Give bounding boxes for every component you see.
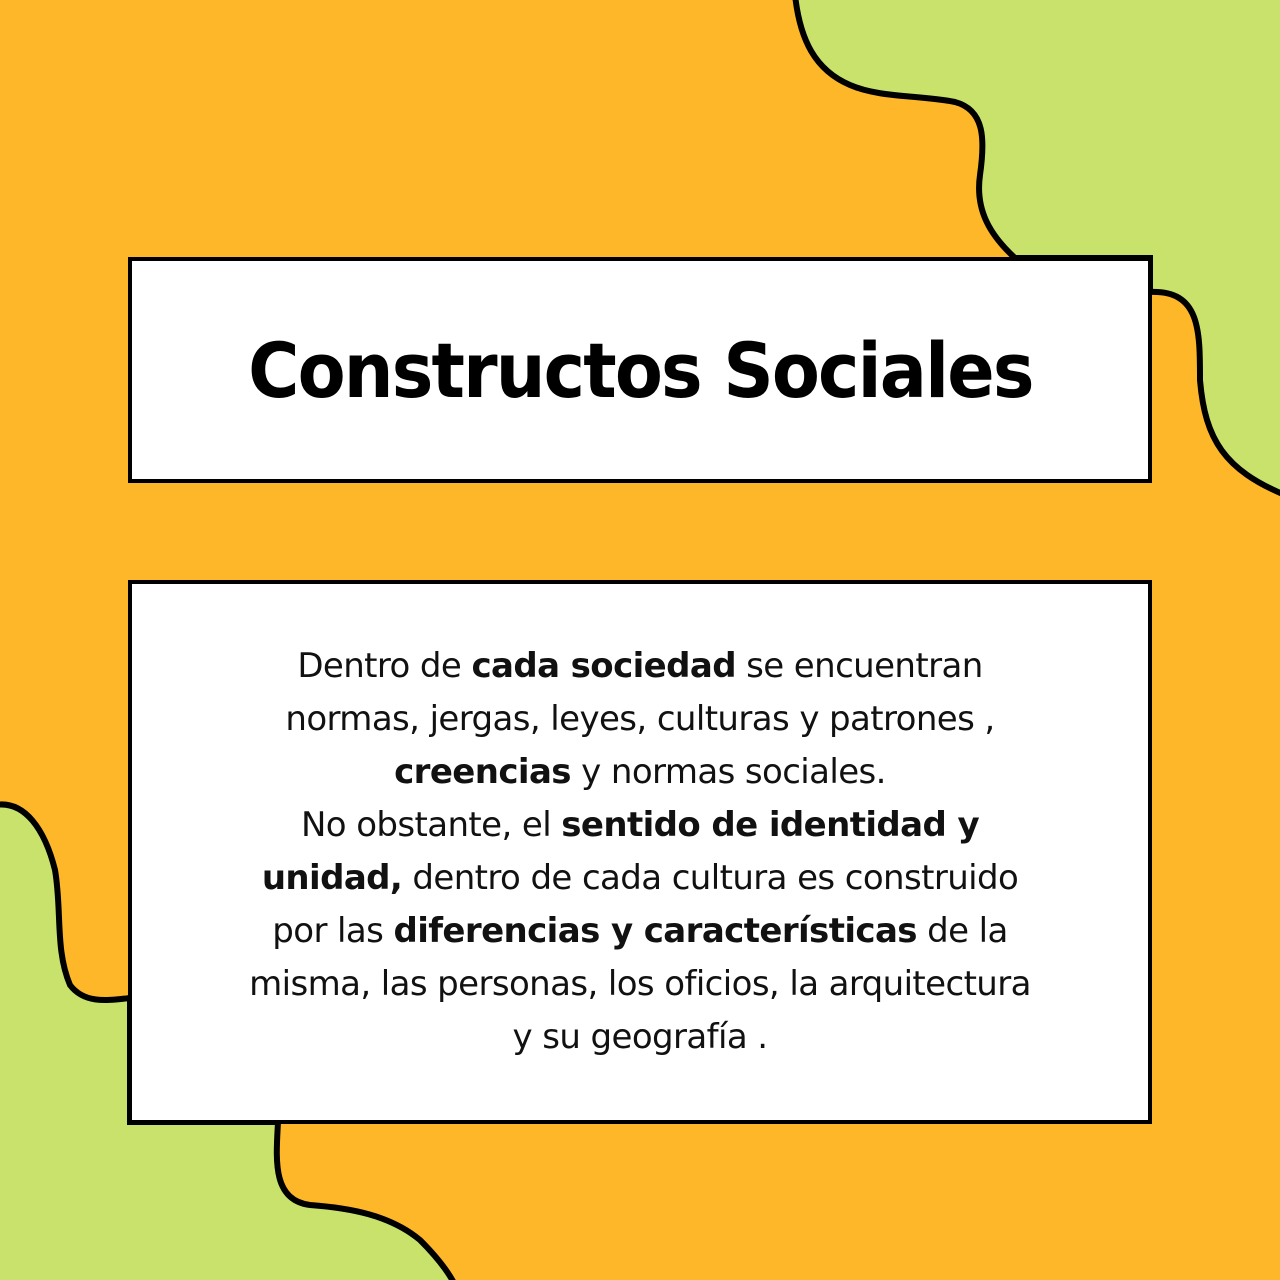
body-text-segment: por las (272, 911, 394, 951)
body-line (190, 958, 1090, 1011)
body-line (190, 905, 1090, 958)
body-text-segment: y su geografía . (512, 1017, 768, 1057)
body-bold-text: cada sociedad (471, 646, 736, 686)
body-bold-text: sentido de identidad y (561, 805, 980, 845)
body-bold-text: diferencias y características (393, 911, 917, 951)
body-line (190, 852, 1090, 905)
body-line (190, 799, 1090, 852)
body-text-segment: normas, jergas, leyes, culturas y patrones , (285, 699, 995, 739)
body-text-segment: misma, las personas, los oficios, la arquitectura (249, 964, 1031, 1004)
body-text-segment: dentro de cada cultura es construido (402, 858, 1019, 898)
body-line (190, 693, 1090, 746)
body-bold-text: unidad, (261, 858, 403, 898)
body-line (190, 746, 1090, 799)
body-line (190, 640, 1090, 693)
body-text-segment: de la (916, 911, 1008, 951)
body-bold-text: creencias (394, 752, 571, 792)
body-text-segment: No obstante, el (300, 805, 562, 845)
body-text (190, 640, 1090, 1064)
title-panel (128, 257, 1152, 483)
body-panel (128, 580, 1152, 1124)
body-text-segment: y normas sociales. (570, 752, 886, 792)
body-line (190, 1011, 1090, 1064)
page-title: Constructos Sociales (247, 325, 1033, 415)
body-text-segment: se encuentran (735, 646, 983, 686)
body-text-segment: Dentro de (297, 646, 472, 686)
